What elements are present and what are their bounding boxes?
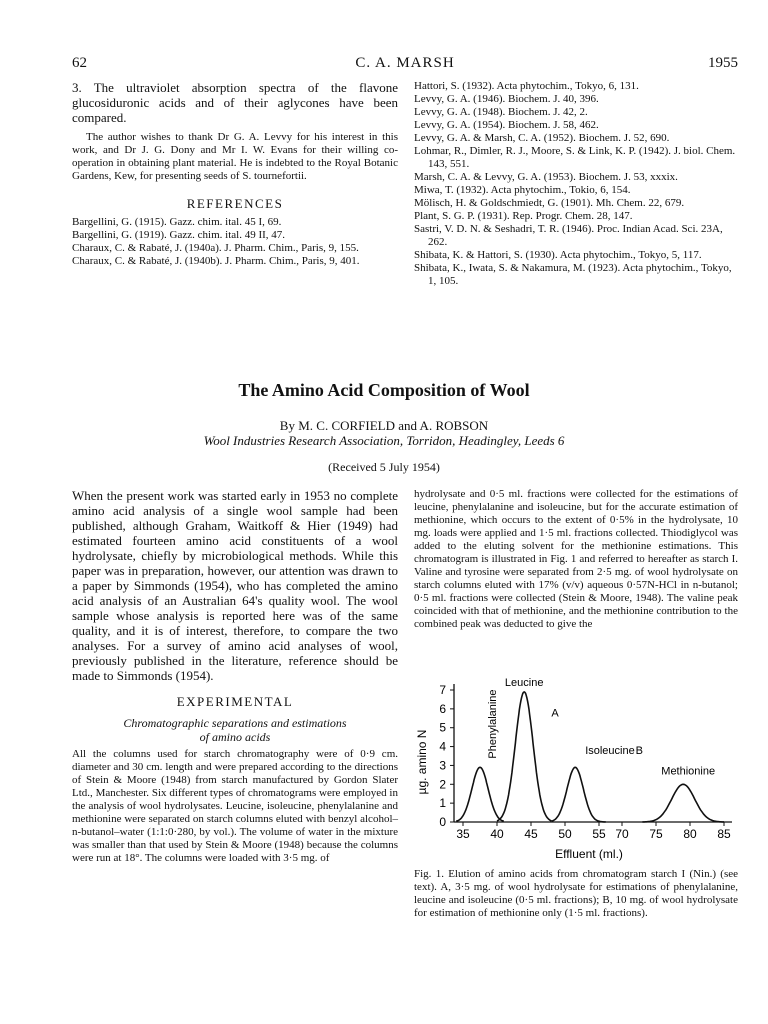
x-tick-label: 75: [649, 827, 663, 841]
y-tick-label: 4: [439, 739, 446, 754]
reference-item: Levvy, G. A. (1946). Biochem. J. 40, 396.: [414, 93, 599, 105]
x-tick-label: 55: [592, 827, 606, 841]
y-tick-label: 0: [439, 815, 446, 829]
method-continuation: hydrolysate and 0·5 ml. fractions were collected for the estimations of leucine, phenylalanine and isoleucine, but for the accurate estimation of methionine, which occurs to the extent of 0·5% in the hydrolysate, 10 mg. loads were applied and 1·5 ml. fractions collected. Thiodiglycol was added to the eluting solvent for the methionine estimations. This chromatogram is illustrated in Fig. 1 and referred to hereafter as starch I. Valine and tyrosine were separated from 2·5 mg. of wool hydrolysate on starch columns eluted with 17% (v/v) aqueous 0·57N-HCl in n-butanol; 0·5 ml. fractions were collected (Stein & Moore, 1948). The valine peak coincided with that of methionine, and the methionine contribution to the combined peak was deducted to give the: [414, 488, 738, 630]
y-tick-label: 5: [439, 720, 446, 735]
y-axis-label: µg. amino N: [415, 729, 429, 795]
experimental-heading: EXPERIMENTAL: [176, 694, 294, 709]
series-phenylalanine-line: [456, 767, 504, 821]
reference-item: Bargellini, G. (1919). Gazz. chim. ital. 49 II, 47.: [72, 229, 286, 241]
figure-caption: Fig. 1. Elution of amino acids from chromatogram starch I (Nin.) (see text). A, 3·5 mg. of wool hydrolysate for estimations of phenylalanine, leucine and isoleucine (0·5 ml. fractions); B, 10 mg. of wool hydrolysate for estimation of methionine only (1·5 ml. fractions).: [414, 868, 738, 919]
page-number: 62: [72, 55, 87, 71]
reference-list-left: [72, 216, 398, 268]
references-heading: REFERENCES: [186, 196, 284, 211]
reference-item: Sastri, V. D. N. & Seshadri, T. R. (1946). Proc. Indian Acad. Sci. 23A, 262.: [414, 223, 723, 248]
reference-item: Charaux, C. & Rabaté, J. (1940b). J. Pharm. Chim., Paris, 9, 401.: [72, 255, 360, 267]
reference-item: Bargellini, G. (1915). Gazz. chim. ital. 45 I, 69.: [72, 216, 282, 228]
reference-item: Plant, S. G. P. (1931). Rep. Progr. Chem. 28, 147.: [414, 210, 633, 222]
x-tick-label: 40: [490, 827, 504, 841]
y-tick-label: 3: [439, 758, 446, 773]
top-left-column: [72, 80, 398, 268]
x-tick-label: 50: [558, 827, 572, 841]
reference-item: Levvy, G. A. (1948). Biochem. J. 42, 2.: [414, 106, 588, 118]
reference-list-right: [414, 80, 738, 288]
journal-year: 1955: [708, 55, 738, 71]
series-label: Leucine: [504, 676, 544, 689]
article-title: The Amino Acid Composition of Wool: [238, 380, 530, 400]
acknowledgement: The author wishes to thank Dr G. A. Levvy for his interest in this work, and Dr J. G. Dony and Mr I. W. Evans for their willing co-operation in obtaining plant material. He is indebted to the Royal Botanic Gardens, Kew, for presenting seeds of S. tournefortii.: [72, 131, 398, 182]
x-tick-label: 80: [683, 827, 697, 841]
reference-item: Marsh, C. A. & Levvy, G. A. (1953). Biochem. J. 53, xxxix.: [414, 171, 678, 183]
reference-item: Lohmar, R., Dimler, R. J., Moore, S. & Link, K. P. (1942). J. biol. Chem. 143, 551.: [414, 145, 736, 170]
series-label: Phenylalanine: [487, 689, 499, 759]
methods-paragraph: All the columns used for starch chromatography were of 0·9 cm. diameter and 30 cm. length and were prepared according to the directions of Stein & Moore (1948) from starch manufactured by Gordon Slater Ltd., Manchester. Six different types of chromatograms were employed in the analysis of wool hydrolysates. Leucine, isoleucine, phenylalanine and methionine were separated on starch columns eluted with benzyl alcohol–n-butanol–water (1:1:0·280, by vol.). The volume of water in the mixture was smaller than that used by Stein & Moore (1948) because the columns were run at 18°. The columns were loaded with 3·5 mg. of: [72, 748, 398, 864]
article-right-column: [414, 488, 738, 631]
article-byline: By M. C. CORFIELD and A. ROBSON: [279, 418, 489, 433]
x-tick-label: 85: [717, 827, 731, 841]
panel-label-a: A: [551, 707, 559, 720]
reference-item: Levvy, G. A. (1954). Biochem. J. 58, 462.: [414, 119, 599, 131]
y-tick-label: 7: [439, 683, 446, 697]
y-tick-label: 2: [439, 777, 446, 792]
series-label: Isoleucine: [585, 745, 635, 758]
series-label: Methionine: [661, 765, 716, 778]
series-methionine-line: [642, 784, 724, 822]
running-head: [72, 55, 738, 75]
article-left-column: [72, 488, 398, 865]
x-tick-label: 70: [615, 827, 629, 841]
reference-item: Hattori, S. (1932). Acta phytochim., Tokyo, 6, 131.: [414, 80, 639, 92]
received-date: (Received 5 July 1954): [328, 460, 440, 474]
reference-item: Shibata, K. & Hattori, S. (1930). Acta phytochim., Tokyo, 5, 117.: [414, 249, 702, 261]
subheading-line-2: of amino acids: [199, 730, 271, 744]
methods-subheading: [72, 716, 398, 744]
subheading-line-1: Chromatographic separations and estimations: [123, 716, 347, 730]
reference-item: Levvy, G. A. & Marsh, C. A. (1952). Biochem. J. 52, 690.: [414, 132, 670, 144]
intro-paragraph: When the present work was started early in 1953 no complete amino acid analysis of a single wool sample had been published, although Graham, Waitkoff & Hier (1949) had estimated fourteen amino acid constituents of a wool hydrolysate, chiefly by microbiological methods. While this paper was in preparation, however, our attention was drawn to a paper by Simmonds (1954), who has completed the amino acid analysis of an Australian 64's quality wool. The wool sample whose analysis is reported here was of the same quality, and it is of interest, therefore, to compare the two analyses. For a survey of amino acid analyses of wool, previously published in the literature, reference should be made to Simmonds (1954).: [72, 488, 398, 683]
reference-item: Shibata, K., Iwata, S. & Nakamura, M. (1923). Acta phytochim., Tokyo, 1, 105.: [414, 262, 732, 287]
elution-chart: [414, 672, 744, 864]
summary-point-3: 3. The ultraviolet absorption spectra of the flavone glucosiduronic acids and of their aglycones have been compared.: [72, 80, 398, 125]
x-tick-label: 45: [524, 827, 538, 841]
panel-label-b: B: [635, 745, 643, 758]
series-isoleucine-line: [551, 767, 605, 822]
reference-item: Charaux, C. & Rabaté, J. (1940a). J. Pharm. Chim., Paris, 9, 155.: [72, 242, 359, 254]
article-institution: Wool Industries Research Association, Torridon, Headingley, Leeds 6: [203, 433, 565, 448]
reference-item: Mölisch, H. & Goldschmiedt, G. (1901). Mh. Chem. 22, 679.: [414, 197, 685, 209]
reference-item: Miwa, T. (1932). Acta phytochim., Tokio, 6, 154.: [414, 184, 631, 196]
y-tick-label: 6: [439, 701, 446, 716]
x-axis-label: Effluent (ml.): [555, 847, 623, 861]
x-tick-label: 35: [456, 827, 470, 841]
running-author: C. A. MARSH: [355, 55, 455, 71]
y-tick-label: 1: [439, 796, 446, 811]
series-leucine-line: [497, 692, 551, 821]
